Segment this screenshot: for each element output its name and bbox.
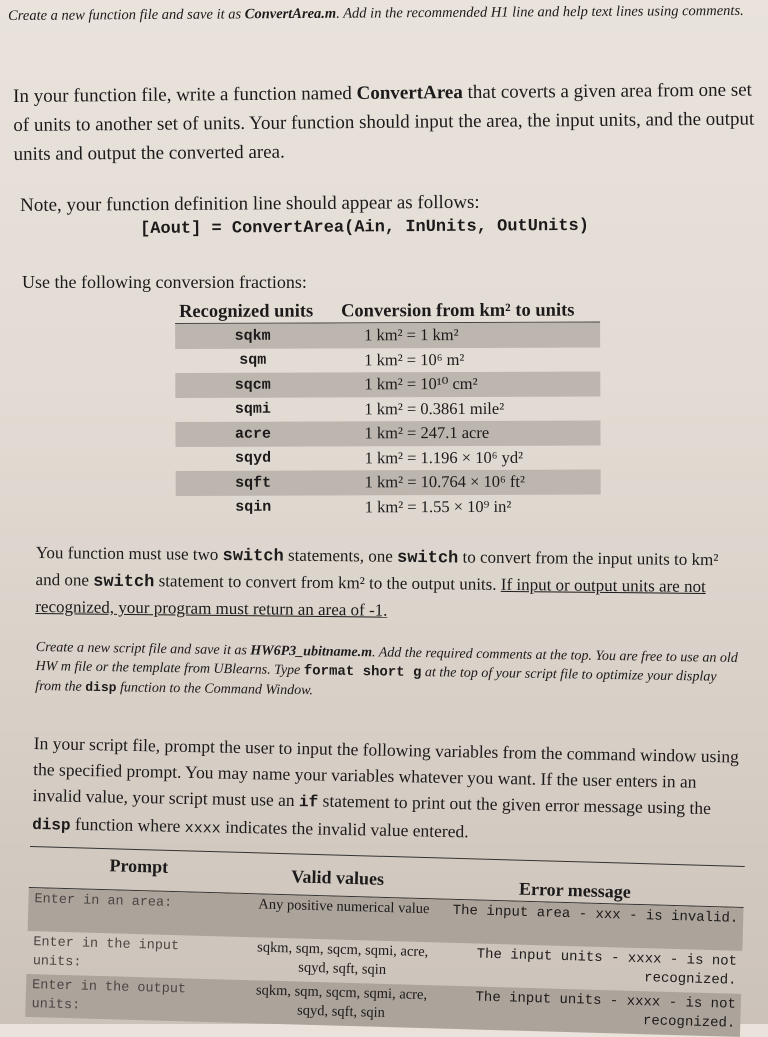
prompt-table — [25, 846, 744, 1037]
header-prompt: Prompt — [109, 855, 169, 877]
prompt-cell: Enter in the input units: — [32, 935, 180, 971]
valid-values-cell: sqkm, sqm, sqcm, sqmi, acre, sqyd, sqft, sqin — [255, 982, 428, 1021]
conversion-cell: 1 km² = 0.3861 mile² — [364, 398, 505, 419]
header-valid-values: Valid values — [290, 866, 385, 889]
valid-values-cell: Any positive numerical value — [258, 896, 430, 918]
function-signature: [Aout] = ConvertArea(Ain, InUnits, OutUnits) — [140, 216, 589, 239]
if-keyword: if — [298, 793, 319, 812]
conversion-cell: 1 km² = 1.196 × 10⁶ yd² — [364, 447, 524, 468]
header-error-message: Error message — [518, 878, 632, 902]
prompt-cell: Enter in the output units: — [31, 978, 187, 1014]
function-file-name: ConvertArea.m — [244, 5, 337, 23]
unit-cell: sqmi — [234, 400, 271, 419]
unit-cell: sqft — [235, 474, 272, 492]
switch-keyword: switch — [93, 572, 155, 593]
function-description: In your function file, write a function named ConvertArea that coverts a given area from one set of units to another set of units. Your function should input the area, the input units, and the output units and output the converted area. — [13, 79, 755, 165]
prompt-cell: Enter in an area: — [34, 892, 173, 911]
conversion-table-header — [175, 296, 600, 324]
header-recognized-units: Recognized units — [179, 301, 314, 322]
header-conversion: Conversion from km² to units — [341, 300, 575, 322]
disp-keyword: disp — [85, 679, 117, 696]
table-row — [176, 470, 601, 496]
error-message-cell: The input area - xxx - is invalid. — [452, 902, 739, 927]
unit-cell: sqm — [239, 351, 267, 370]
conversion-cell: 1 km² = 1 km² — [364, 325, 459, 345]
table-row — [175, 396, 600, 422]
conversion-label: Use the following conversion fractions: — [22, 272, 307, 292]
prompt-instruction: In your script file, prompt the user to input the following variables from the command window using the specified prompt. You may name your variables whatever you want. If the user enters in an invalid value, your script must use an if statement to print out the given error message using the disp function where xxxx indicates the invalid value entered. — [32, 732, 740, 842]
table-row — [175, 323, 600, 349]
valid-values-cell: sqkm, sqm, sqcm, sqmi, acre, sqyd, sqft, sqin — [256, 939, 429, 978]
conversion-cell: 1 km² = 10⁶ m² — [364, 349, 465, 370]
script-file-name: HW6P3_ubitname.m — [250, 643, 373, 661]
conversion-cell: 1 km² = 247.1 acre — [364, 423, 490, 443]
unit-cell: sqkm — [234, 327, 271, 345]
table-row — [176, 494, 601, 520]
disp-keyword: disp — [32, 815, 71, 835]
unit-cell: sqyd — [235, 449, 272, 468]
table-row — [175, 372, 600, 398]
table-row — [175, 421, 600, 447]
intro-instruction: Create a new function file and save it as ConvertArea.m. Add in the recommended H1 line and help text lines using comments. — [8, 2, 744, 24]
conversion-cell: 1 km² = 10¹⁰ cm² — [364, 374, 478, 394]
conversion-table — [175, 296, 601, 520]
switch-keyword: switch — [222, 546, 284, 567]
table-row — [175, 347, 600, 373]
switch-keyword: switch — [396, 548, 459, 569]
placeholder-xxxx: xxxx — [184, 819, 221, 838]
function-name: ConvertArea — [356, 82, 463, 105]
unit-cell: sqin — [235, 498, 272, 517]
format-command: format short g — [303, 663, 422, 682]
switch-requirement: You function must use two switch statements, one switch to convert from the input units to km² and one switch statement to convert from km² to the output units. If input or output units are not recognized, your program must return an area of -1. — [35, 542, 719, 620]
unrecognized-units-rule: If input or output units are not recognized, your program must return an area of -1. — [35, 574, 706, 620]
conversion-cell: 1 km² = 1.55 × 10⁹ in² — [364, 496, 512, 517]
definition-note: Note, your function definition line should appear as follows: — [20, 191, 480, 216]
script-instruction: Create a new script file and save it as HW6P3_ubitname.m. Add the required comments at the top. You are free to use an old HW m file or the template from UBlearns. Type format short g at the top of your script file to optimize your display from the disp function to the Command Window. — [35, 639, 738, 699]
conversion-cell: 1 km² = 10.764 × 10⁶ ft² — [364, 472, 525, 492]
table-row — [176, 445, 601, 471]
unit-cell: sqcm — [234, 376, 271, 394]
error-message-cell: The input units - xxxx - is not recognized. — [475, 989, 737, 1032]
error-message-cell: The input units - xxxx - is not recognized. — [476, 946, 738, 989]
unit-cell: acre — [234, 425, 272, 443]
